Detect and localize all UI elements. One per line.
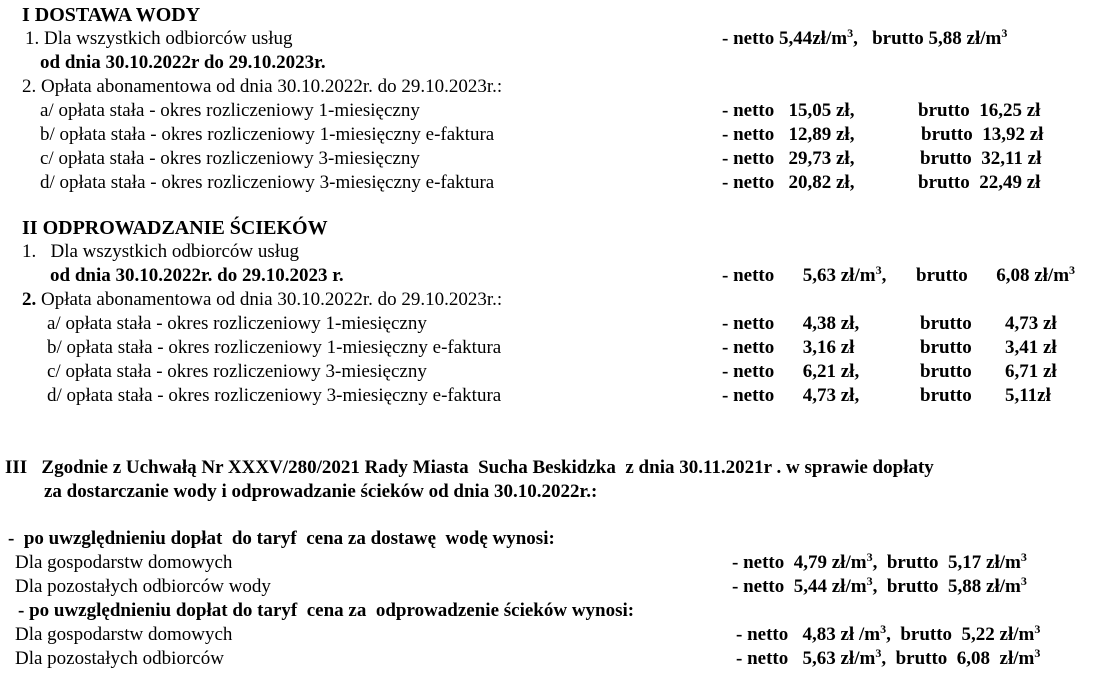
section-1-row-c-gross: brutto 32,11 zł (920, 148, 1042, 169)
section-2-row-a-label: a/ opłata stała - okres rozliczeniowy 1-miesięczny (47, 313, 427, 334)
section-1-row-d-label: d/ opłata stała - okres rozliczeniowy 3-miesięczny e-faktura (40, 172, 495, 193)
section-1-row-a-gross: brutto 16,25 zł (918, 100, 1041, 121)
section-2-row-d-label: d/ opłata stała - okres rozliczeniowy 3-miesięczny e-faktura (47, 385, 502, 406)
section-1-row-d-net: - netto 20,82 zł, (722, 172, 855, 193)
section-3-water-row-1-values: - netto 4,79 $zł/m^3$, brutto 5,17 $zł/m^3$ (732, 550, 1027, 573)
section-1-row-b-net: - netto 12,89 zł, (722, 124, 855, 145)
section-2-item-1-period: od dnia 30.10.2022r. do 29.10.2023 r. (50, 265, 344, 286)
section-1-row-c-net: - netto 29,73 zł, (722, 148, 855, 169)
section-2-row-c-net: - netto 6,21 zł, (722, 361, 860, 382)
section-3-sewage-row-1-values: - netto 4,83 zł $/m^3$, brutto 5,22 $zł/m^3$ (736, 622, 1041, 645)
section-1-row-a-label: a/ opłata stała - okres rozliczeniowy 1-miesięczny (40, 100, 420, 121)
section-3-water-row-2-label: Dla pozostałych odbiorców wody (15, 576, 271, 597)
section-2-row-d-net: - netto 4,73 zł, (722, 385, 860, 406)
section-2-row-b-label: b/ opłata stała - okres rozliczeniowy 1-miesięczny e-faktura (47, 337, 502, 358)
section-2-row-c-gross: brutto 6,71 zł (920, 361, 1057, 382)
section-1-row-b-gross: brutto 13,92 zł (921, 124, 1044, 145)
section-1-item-1-period: od dnia 30.10.2022r do 29.10.2023r. (40, 52, 326, 73)
section-3-sewage-row-2-label: Dla pozostałych odbiorców (15, 648, 224, 669)
section-1-row-b-label: b/ opłata stała - okres rozliczeniowy 1-miesięczny e-faktura (40, 124, 495, 145)
section-2-row-b-net: - netto 3,16 zł (722, 337, 855, 358)
section-1-row-c-label: c/ opłata stała - okres rozliczeniowy 3-miesięczny (40, 148, 420, 169)
section-3-heading-line-1: III Zgodnie z Uchwałą Nr XXXV/280/2021 Rady Miasta Sucha Beskidzka z dnia 30.11.2021r . w sprawie dopłaty (5, 457, 934, 478)
section-1-heading: I DOSTAWA WODY (22, 4, 201, 26)
section-2-item-2: 2. Opłata abonamentowa od dnia 30.10.2022r. do 29.10.2023r.: (22, 289, 503, 310)
section-1-item-1: 1. Dla wszystkich odbiorców usług (25, 28, 293, 49)
section-3-water-heading: - po uwzględnieniu dopłat do taryf cena za dostawę wodę wynosi: (8, 528, 555, 549)
section-1-item-1-net: - netto $5,44zł/m^3$, brutto 5,88 $zł/m^3$ (722, 26, 1008, 49)
section-3-water-row-1-label: Dla gospodarstw domowych (15, 552, 233, 573)
section-2-row-a-gross: brutto 4,73 zł (920, 313, 1057, 334)
section-2-item-1-net: - netto 5,63 $zł/m^3$, (722, 263, 887, 286)
section-1-item-2: 2. Opłata abonamentowa od dnia 30.10.2022r. do 29.10.2023r.: (22, 76, 503, 97)
section-3-sewage-heading: - po uwzględnieniu dopłat do taryf cena za odprowadzenie ścieków wynosi: (18, 600, 635, 621)
section-2-row-a-net: - netto 4,38 zł, (722, 313, 860, 334)
section-3-water-row-2-values: - netto 5,44 $zł/m^3$, brutto 5,88 $zł/m^3$ (732, 574, 1027, 597)
section-2-item-1-gross: brutto 6,08 $zł/m^3$ (916, 263, 1076, 286)
section-2-item-1: 1. Dla wszystkich odbiorców usług (22, 241, 300, 262)
section-1-row-d-gross: brutto 22,49 zł (918, 172, 1041, 193)
section-2-row-c-label: c/ opłata stała - okres rozliczeniowy 3-miesięczny (47, 361, 427, 382)
section-1-row-a-net: - netto 15,05 zł, (722, 100, 855, 121)
section-3-sewage-row-1-label: Dla gospodarstw domowych (15, 624, 233, 645)
section-3-sewage-row-2-values: - netto 5,63 $zł/m^3$, brutto 6,08 $zł/m^3$ (736, 646, 1041, 669)
section-3-heading-line-2: za dostarczanie wody i odprowadzanie ścieków od dnia 30.10.2022r.: (44, 481, 598, 502)
section-2-row-d-gross: brutto 5,11zł (920, 385, 1051, 406)
section-2-heading: II ODPROWADZANIE ŚCIEKÓW (22, 217, 328, 239)
section-2-row-b-gross: brutto 3,41 zł (920, 337, 1057, 358)
